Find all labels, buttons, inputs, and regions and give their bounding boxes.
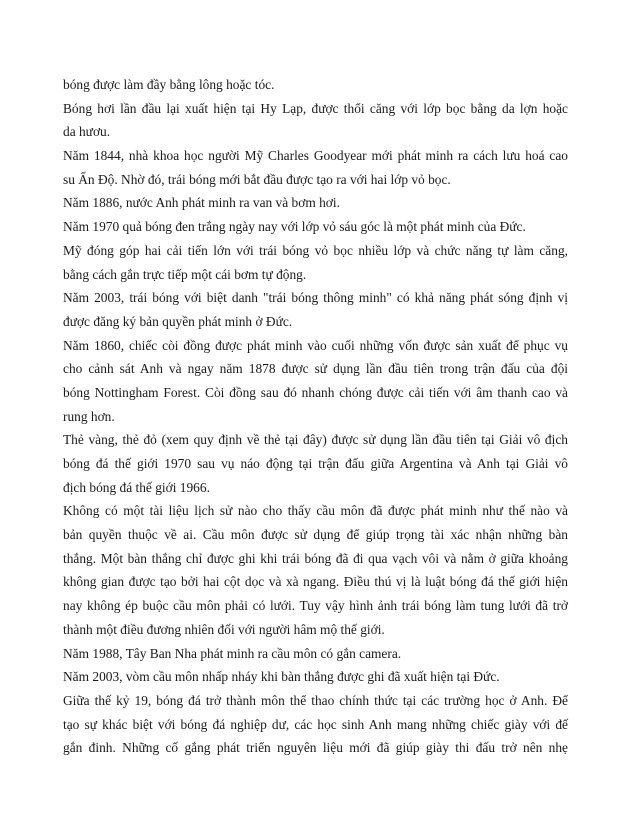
text-line: thắng. Một bàn thắng chỉ được ghi khi trái bóng đã đi qua vạch vôi và nằm ở giữa khoảng (63, 550, 568, 566)
document-body-text (63, 73, 568, 760)
text-line: cho cảnh sát Anh và ngay năm 1878 được sử dụng lần đầu tiên trong trận đấu của đội (63, 361, 568, 377)
text-line: bóng Nottingham Forest. Còi đồng sau đó nhanh chóng được cải tiến với âm thanh cao và (63, 384, 568, 400)
text-line: Giữa thế kỷ 19, bóng đá trở thành môn thể thao chính thức tại các trường học ở Anh. Để (63, 692, 568, 708)
text-line: bóng đá thế giới 1970 sau vụ náo động tại trận đấu giữa Argentina và Anh tại Giải vô (63, 456, 568, 471)
text-line: rung hơn. (63, 408, 115, 424)
text-line: Mỹ đóng góp hai cải tiến lớn với trái bóng vỏ bọc nhiều lớp và chức năng tự làm căng, (63, 242, 568, 258)
text-line: Năm 1844, nhà khoa học người Mỹ Charles Goodyear mới phát minh ra cách lưu hoá cao (63, 148, 568, 164)
text-line: su Ấn Độ. Nhờ đó, trái bóng mới bắt đầu được tạo ra với hai lớp vỏ bọc. (63, 171, 451, 187)
text-line: gắn đinh. Những cố gắng phát triển nguyên liệu mới đã giúp giày thi đấu trở nên nhẹ (63, 740, 568, 756)
text-line: bản quyền thuộc về ai. Cầu môn được sử dụng để giúp trọng tài xác nhận những bàn (63, 527, 568, 543)
text-line: Năm 1970 quả bóng đen trắng ngày nay với lớp vỏ sáu góc là một phát minh của Đức. (63, 219, 526, 235)
text-line: Năm 1886, nước Anh phát minh ra van và bơm hơi. (63, 195, 340, 211)
text-line: Bóng hơi lần đầu lại xuất hiện tại Hy Lạp, được thổi căng với lớp bọc bằng da lợn hoặc (63, 100, 568, 116)
text-line: không gian được tạo bởi hai cột dọc và xà ngang. Điều thú vị là luật bóng đá thế giới hiện (63, 574, 568, 590)
text-line: thành một điều đương nhiên đối với người hâm mộ thế giới. (63, 621, 385, 637)
text-line: bằng cách gắn trực tiếp một cái bơm tự động. (63, 266, 307, 282)
text-line: da hươu. (63, 124, 111, 140)
text-line: bóng được làm đầy bằng lông hoặc tóc. (63, 77, 275, 92)
text-line: nay không ép buộc cầu môn phải có lưới. Tuy vậy hình ảnh trái bóng làm tung lưới đã trở (63, 598, 568, 614)
text-line: Năm 2003, trái bóng với biệt danh "trái bóng thông minh" có khả năng phát sóng định vị (63, 290, 568, 306)
text-line: tạo sự khác biệt với bóng đá nghiệp dư, các học sinh Anh mang những chiếc giày với đế (63, 716, 568, 732)
text-line: Năm 1860, chiếc còi đồng được phát minh vào cuối những vốn được sản xuất để phục vụ (63, 337, 568, 353)
text-line: Năm 2003, vòm cầu môn nhấp nháy khi bàn thắng được ghi đã xuất hiện tại Đức. (63, 669, 500, 685)
text-line: địch bóng đá thế giới 1966. (63, 479, 210, 495)
text-line: được đăng ký bản quyền phát minh ở Đức. (63, 313, 293, 329)
text-line: Năm 1988, Tây Ban Nha phát minh ra cầu môn có gắn camera. (63, 645, 402, 661)
text-line: Thẻ vàng, thẻ đỏ (xem quy định về thẻ tại đây) được sử dụng lần đầu tiên tại Giải vô địch (63, 432, 568, 448)
text-line: Không có một tài liệu lịch sử nào cho thấy cầu môn đã được phát minh như thế nào và (63, 503, 568, 519)
